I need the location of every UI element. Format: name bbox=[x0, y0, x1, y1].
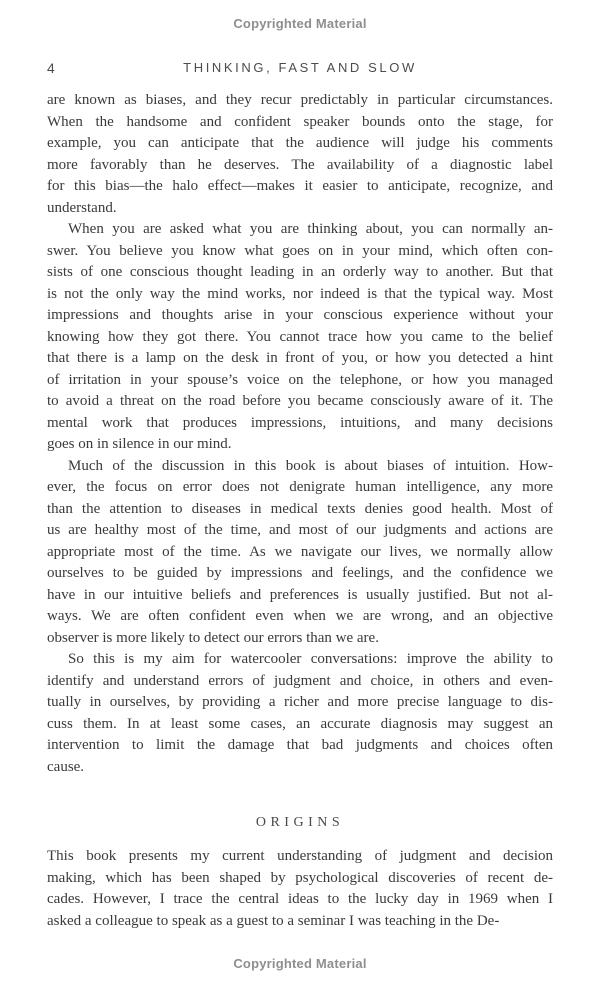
text-line: sists of one conscious thought leading in an orderly way to another. But that bbox=[47, 264, 553, 280]
text-line: goes on in silence in our mind. bbox=[47, 436, 232, 452]
paragraph bbox=[47, 456, 553, 650]
text-line: tually in ourselves, by providing a richer and more precise language to dis- bbox=[47, 694, 553, 710]
page-header bbox=[47, 60, 553, 78]
text-line: making, which has been shaped by psychological discoveries of recent de- bbox=[47, 869, 553, 886]
text-line: are known as biases, and they recur predictably in particular circumstances. bbox=[47, 92, 553, 108]
page-number: 4 bbox=[47, 60, 55, 76]
text-line: intervention to limit the damage that bad judgments and choices often bbox=[47, 737, 553, 753]
text-line: ourselves to be guided by impressions and feelings, and the confidence we bbox=[47, 565, 553, 581]
text-line: mental work that produces impressions, intuitions, and many decisions bbox=[47, 414, 553, 431]
text-line: is not the only way the mind works, nor indeed is that the typical way. Most bbox=[47, 285, 553, 302]
text-line: to avoid a threat on the road before you became consciously aware of it. The bbox=[47, 393, 553, 409]
text-line: ever, the focus on error does not denigrate human intelligence, any more bbox=[47, 479, 553, 495]
text-line: impressions and thoughts arise in your conscious experience without your bbox=[47, 307, 553, 323]
text-line: for this bias—the halo effect—makes it easier to anticipate, recognize, and bbox=[47, 178, 553, 194]
top-copyright-notice: Copyrighted Material bbox=[233, 16, 367, 31]
text-line: ways. We are often confident even when we are wrong, and an objective bbox=[47, 608, 553, 624]
text-line: than the attention to diseases in medical texts denies good health. Most of bbox=[47, 500, 553, 517]
paragraph bbox=[47, 846, 553, 932]
text-line: of irritation in your spouse’s voice on the telephone, or how you managed bbox=[47, 371, 553, 388]
paragraph bbox=[47, 219, 553, 456]
text-line: understand. bbox=[47, 199, 117, 216]
text-line: that there is a lamp on the desk in front of you, or how you detected a hint bbox=[47, 350, 553, 366]
text-line: When the handsome and confident speaker bounds onto the stage, for bbox=[47, 113, 553, 130]
text-line: Much of the discussion in this book is about biases of intuition. How- bbox=[68, 457, 553, 474]
text-line: appropriate most of the time. As we navigate our lives, we normally allow bbox=[47, 543, 553, 560]
text-line: cades. However, I trace the central ideas to the lucky day in 1969 when I bbox=[47, 891, 553, 907]
text-line: observer is more likely to detect our errors than we are. bbox=[47, 629, 379, 646]
text-line: asked a colleague to speak as a guest to a seminar I was teaching in the De- bbox=[47, 912, 500, 929]
text-line: example, you can anticipate that the audience will judge his comments bbox=[47, 135, 553, 151]
paragraph bbox=[47, 649, 553, 778]
text-line: When you are asked what you are thinking about, you can normally an- bbox=[68, 221, 553, 237]
text-line: So this is my aim for watercooler conversations: improve the ability to bbox=[68, 651, 553, 667]
text-line: knowing how they got there. You cannot trace how you came to the belief bbox=[47, 328, 553, 345]
paragraph bbox=[47, 90, 553, 219]
text-line: cause. bbox=[47, 758, 85, 775]
running-title: THINKING, FAST AND SLOW bbox=[183, 60, 417, 75]
bottom-copyright-notice: Copyrighted Material bbox=[233, 956, 367, 971]
text-line: swer. You believe you know what goes on in your mind, which often con- bbox=[47, 242, 553, 259]
body-text-origins bbox=[47, 846, 553, 932]
section-heading-origins: ORIGINS bbox=[255, 815, 345, 830]
text-line: cuss them. In at least some cases, an accurate diagnosis may suggest an bbox=[47, 715, 553, 732]
body-text-main bbox=[47, 90, 553, 778]
text-line: more favorably than he deserves. The availability of a diagnostic label bbox=[47, 156, 553, 173]
text-line: This book presents my current understanding of judgment and decision bbox=[47, 848, 553, 864]
text-line: identify and understand errors of judgment and choice, in others and even- bbox=[47, 672, 553, 689]
text-line: us are healthy most of the time, and most of our judgments and actions are bbox=[47, 522, 553, 538]
text-line: have in our intuitive beliefs and preferences is usually justified. But not al- bbox=[47, 586, 553, 603]
